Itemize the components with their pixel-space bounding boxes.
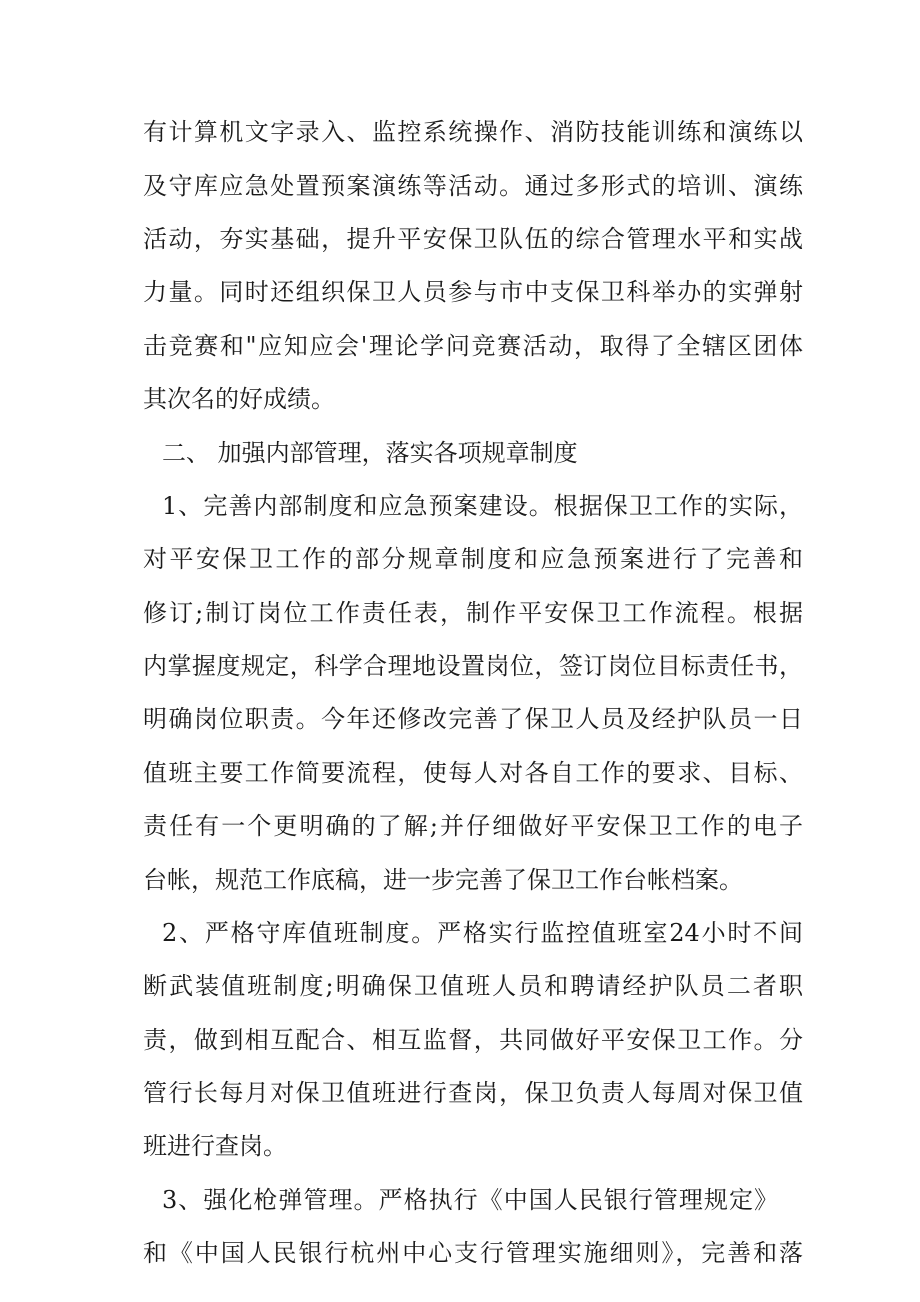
paragraph-line: 2、严格守库值班制度。严格实行监控值班室24小时不间 <box>162 919 803 947</box>
paragraph-line: 和《中国人民银行杭州中心支行管理实施细则》，完善和落 <box>143 1239 803 1267</box>
paragraph-line: 1、完善内部制度和应急预案建设。根据保卫工作的实际， <box>162 492 803 520</box>
paragraph-line: 力量。同时还组织保卫人员参与市中支保卫科举办的实弹射 <box>143 278 803 306</box>
paragraph-line: 有计算机文字录入、监控系统操作、消防技能训练和演练以 <box>143 118 803 146</box>
paragraph-line: 其次名的好成绩。 <box>143 385 335 413</box>
paragraph-line: 责，做到相互配合、相互监督，共同做好平安保卫工作。分 <box>143 1026 803 1054</box>
section-heading: 二、 加强内部管理，落实各项规章制度 <box>162 439 578 467</box>
paragraph-line: 明确岗位职责。今年还修改完善了保卫人员及经护队员一日 <box>143 705 803 733</box>
paragraph-line: 修订;制订岗位工作责任表，制作平安保卫工作流程。根据 <box>143 599 803 627</box>
paragraph-line: 对平安保卫工作的部分规章制度和应急预案进行了完善和 <box>143 545 803 573</box>
paragraph-line: 管行长每月对保卫值班进行查岗，保卫负责人每周对保卫值 <box>143 1079 803 1107</box>
paragraph-line: 及守库应急处置预案演练等活动。通过多形式的培训、演练 <box>143 172 803 200</box>
paragraph-line: 活动，夯实基础，提升平安保卫队伍的综合管理水平和实战 <box>143 225 803 253</box>
paragraph-line: 班进行查岗。 <box>143 1132 287 1160</box>
paragraph-line: 责任有一个更明确的了解;并仔细做好平安保卫工作的电子 <box>143 812 803 840</box>
paragraph-line: 3、强化枪弹管理。严格执行《中国人民银行管理规定》 <box>162 1186 778 1214</box>
paragraph-line: 值班主要工作简要流程，使每人对各自工作的要求、目标、 <box>143 759 803 787</box>
paragraph-line: 内掌握度规定，科学合理地设置岗位，签订岗位目标责任书， <box>143 652 803 680</box>
paragraph-line: 断武装值班制度;明确保卫值班人员和聘请经护队员二者职 <box>143 972 803 1000</box>
paragraph-line: 台帐，规范工作底稿，进一步完善了保卫工作台帐档案。 <box>143 866 743 894</box>
paragraph-line: 击竞赛和"应知应会'理论学问竞赛活动，取得了全辖区团体 <box>143 332 803 360</box>
